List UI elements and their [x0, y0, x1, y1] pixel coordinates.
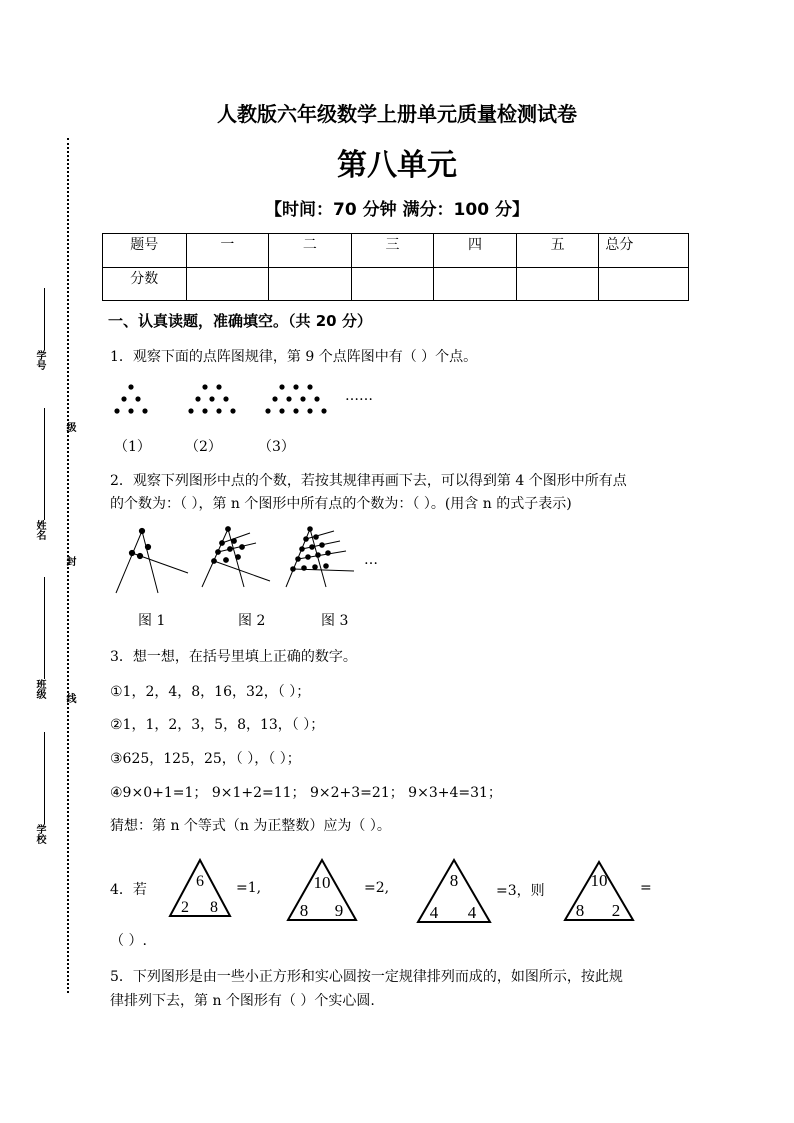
question-5-line-1: 5．下列图形是由一些小正方形和实心圆按一定规律排列而成的，如图所示，按此规 [110, 969, 623, 985]
dot-array-3 [265, 384, 326, 413]
score-table-header-row [103, 234, 689, 268]
q3-item-1: ①1，2，4，8，16，32，（ ）； [110, 684, 311, 700]
score-cell[interactable] [186, 268, 269, 301]
score-header-cell: 一 [186, 234, 269, 268]
question-4-prefix: 4．若 [110, 882, 147, 898]
q2-label-3: 图 3 [321, 613, 349, 629]
score-table-score-row [103, 268, 689, 301]
score-row-label: 分数 [103, 268, 187, 301]
q4-answer: （ ）. [110, 933, 147, 949]
score-cell[interactable] [434, 268, 517, 301]
q3-guess: 猜想：第 n 个等式（n 为正整数）应为（ ）。 [110, 818, 391, 834]
score-header-cell: 题号 [103, 234, 187, 268]
student-id-label: 学号 [34, 350, 45, 370]
dot-array-1 [114, 384, 147, 413]
exam-title: 人教版六年级数学上册单元质量检测试卷 [217, 102, 577, 126]
q4-tri4-right: 2 [611, 901, 621, 920]
q2-label-2: 图 2 [238, 613, 266, 629]
q4-triangle-2 [286, 858, 358, 922]
score-header-cell: 五 [516, 234, 599, 268]
score-header-cell: 总分 [599, 234, 689, 268]
dot-array-figures [105, 378, 345, 420]
q4-tri3-top: 8 [449, 871, 459, 890]
q4-tri1-left: 2 [181, 899, 189, 916]
q1-label-3: （3） [258, 439, 295, 455]
q1-label-1: （1） [114, 439, 151, 455]
q4-triangle-4 [563, 860, 635, 922]
q3-item-2: ②1，1，2，3，5，8，13，（ ）； [110, 717, 325, 733]
q4-tri2-top: 10 [313, 873, 331, 892]
q4-tri2-left: 8 [299, 901, 309, 920]
q1-label-2: （2） [185, 439, 222, 455]
school-fill-line [44, 732, 45, 824]
score-cell[interactable] [351, 268, 434, 301]
score-table [102, 233, 689, 301]
question-2-line-2: 的个数为：（ ），第 n 个图形中所有点的个数为：（ ）。(用含 n 的式子表示) [110, 496, 572, 512]
score-cell[interactable] [269, 268, 352, 301]
q4-eq-1: =1, [236, 880, 262, 896]
q4-tri2-right: 9 [334, 901, 344, 920]
q2-figure-1 [116, 528, 188, 593]
q4-tri3-right: 4 [467, 903, 477, 922]
q4-tri4-left: 8 [575, 901, 585, 920]
q2-figure-3 [286, 527, 354, 587]
q3-item-4: ④9×0+1=1； 9×1+2=11； 9×2+3=21； 9×3+4=31； [110, 785, 502, 801]
time-info: 【时间：70 分钟 满分：100 分】 [265, 200, 529, 220]
score-cell[interactable] [599, 268, 689, 301]
dot-array-2 [188, 384, 235, 413]
grade-mark: 级 [64, 422, 75, 432]
score-header-cell: 四 [434, 234, 517, 268]
q4-triangle-3 [416, 858, 492, 924]
unit-title: 第八单元 [337, 148, 457, 183]
q4-triangle-1 [168, 858, 232, 918]
seal-mark: 封 [64, 556, 75, 566]
student-id-fill-line [44, 288, 45, 350]
section-1-title: 一、认真读题，准确填空。（共 20 分） [108, 312, 372, 330]
question-1-text: 1．观察下面的点阵图规律，第 9 个点阵图中有（ ）个点。 [110, 349, 478, 365]
q4-eq-2: =2, [364, 880, 390, 896]
q4-tri4-top: 10 [590, 871, 608, 890]
line-mark: 线 [64, 693, 75, 703]
name-fill-line [44, 408, 45, 520]
q3-item-3: ③625，125，25，（ ），（ ）； [110, 751, 301, 767]
school-label: 学校 [34, 824, 45, 844]
q4-tri1-right: 8 [210, 899, 218, 916]
q4-eq-4: = [640, 880, 652, 896]
q4-tri1-top: 6 [196, 873, 204, 890]
q2-figure-2 [202, 527, 270, 587]
question-2-line-1: 2．观察下列图形中点的个数，若按其规律再画下去，可以得到第 4 个图形中所有点 [110, 473, 627, 489]
class-fill-line [44, 577, 45, 679]
q2-label-1: 图 1 [138, 613, 166, 629]
score-header-cell: 二 [269, 234, 352, 268]
name-label: 姓名 [34, 520, 45, 540]
q1-ellipsis: …… [345, 388, 373, 404]
q4-tri3-left: 4 [429, 903, 439, 922]
q4-eq-3: =3，则 [496, 883, 545, 899]
question-5-line-2: 律排列下去，第 n 个图形有（ ）个实心圆. [110, 993, 375, 1009]
class-label: 班级 [34, 679, 45, 699]
question-3-text: 3．想一想，在括号里填上正确的数字。 [110, 649, 357, 665]
score-header-cell: 三 [351, 234, 434, 268]
q2-figures [110, 525, 380, 600]
score-cell[interactable] [516, 268, 599, 301]
q2-ellipsis: … [364, 552, 378, 568]
